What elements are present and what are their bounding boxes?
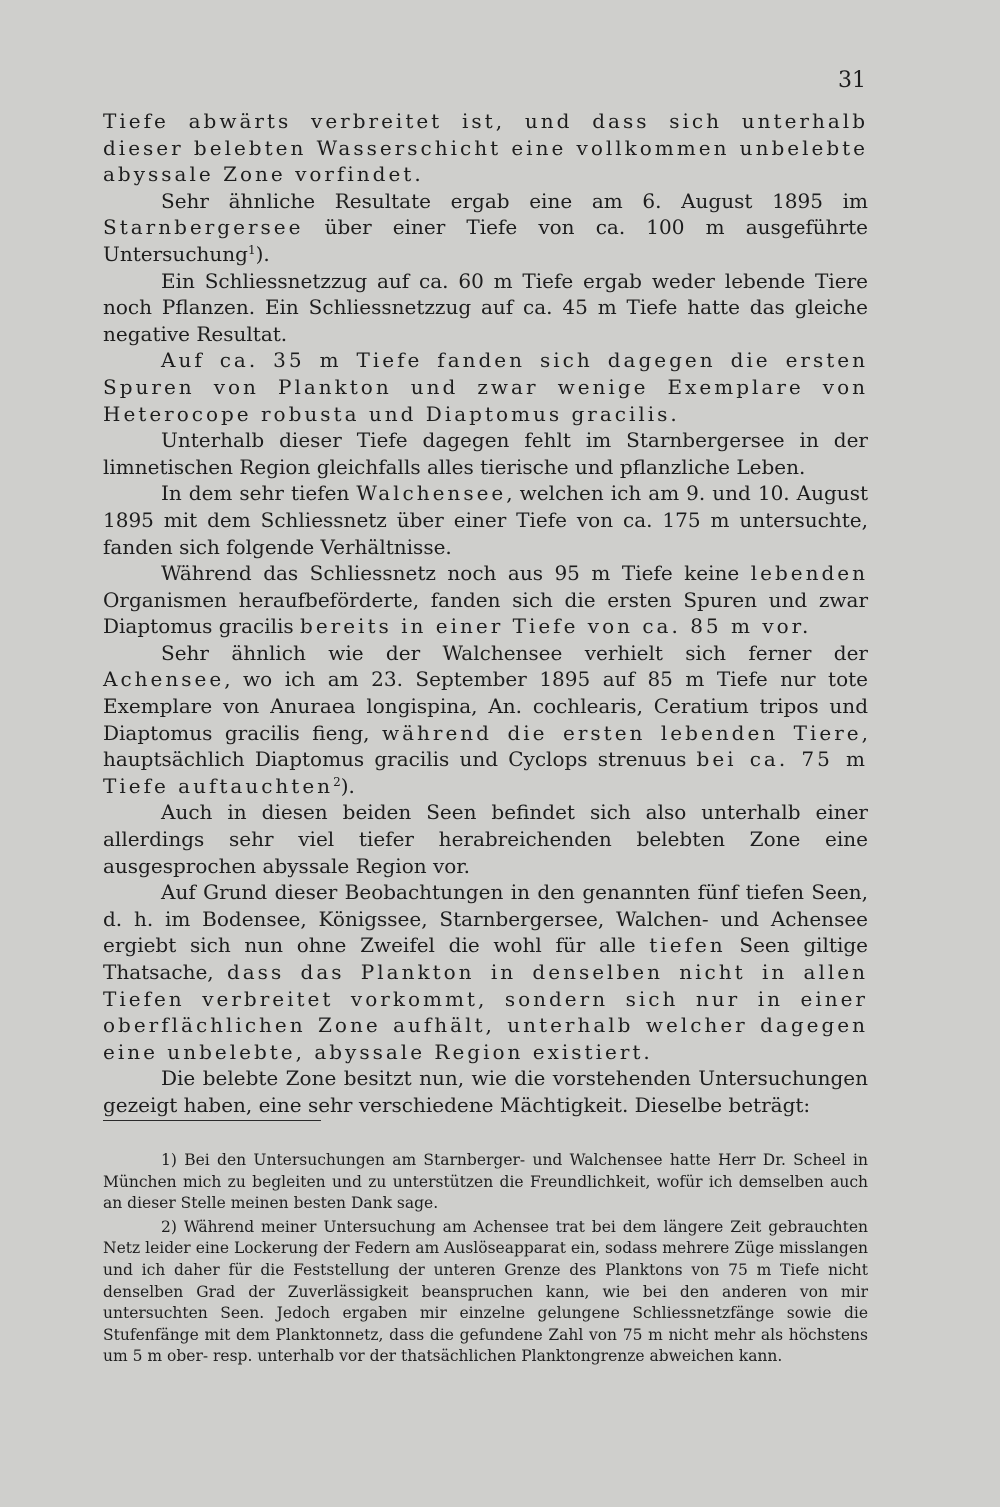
text-run: , wo ich am 23. September 1895 auf 85 m Tiefe nur tote Exemplare von Anuraea longispina, An. cochlearis, Ceratium tripos und Diaptomus gracilis fieng,	[103, 667, 868, 745]
text-run: In dem sehr tiefen	[161, 481, 357, 506]
paragraph	[103, 1065, 868, 1118]
spaced-text: bereits in einer Tiefe von ca. 85 m vor.	[300, 614, 812, 639]
paragraph	[103, 560, 868, 640]
text-run: Die belebte Zone besitzt nun, wie die vorstehenden Untersuchungen gezeigt haben, eine sehr verschiedene Mächtigkeit. Dieselbe beträgt:	[103, 1066, 868, 1117]
spaced-text: während die ersten lebenden Tiere	[381, 720, 862, 745]
text-run: ).	[255, 241, 270, 266]
spaced-text: Starnbergersee	[103, 215, 304, 240]
text-run: Unterhalb dieser Tiefe dagegen fehlt im Starnbergersee in der limnetischen Region gleichfalls alles tierische und pflanzliche Leben.	[103, 428, 868, 479]
spaced-text: Auf ca. 35 m Tiefe fanden sich dagegen die ersten Spuren von Plankton und zwar wenige Exemplare von Heterocope robusta und Diaptomus gracilis.	[103, 348, 868, 426]
text-run: Während das Schliessnetz noch aus 95 m Tiefe keine	[161, 561, 751, 586]
footnote-divider	[103, 1120, 321, 1121]
text-run: Sehr ähnliche Resultate ergab eine am 6. August 1895 im	[161, 188, 868, 213]
text-run: Seen giltige Thatsache,	[103, 933, 868, 984]
text-run: Sehr ähnlich wie der Walchensee verhielt sich ferner der	[161, 640, 868, 665]
paragraph	[103, 480, 868, 560]
main-text	[103, 108, 868, 1119]
text-run: Auf Grund dieser Beobachtungen in den genannten fünf tiefen Seen, d. h. im Bodensee, Königssee, Starnbergersee, Walchen- und Achensee ergiebt sich nun ohne Zweifel die wohl für alle	[103, 880, 868, 958]
spaced-text: Walchensee	[356, 481, 507, 506]
footnote-marker: 1	[247, 242, 256, 257]
footnote: 2) Während meiner Untersuchung am Achensee trat bei dem längere Zeit gebrauchten Netz leider eine Lockerung der Federn am Auslöseapparat ein, sodass mehrere Züge misslangen und ich daher für die Feststellung der unteren Grenze des Planktons von 75 m Tiefe nicht denselben Grad der Zuverlässigkeit beanspruchen kann, wie bei den anderen von mir untersuchten Seen. Jedoch ergaben mir einzelne gelungene Schliessnetzfänge sowie die Stufenfänge mit dem Planktonnetz, dass die gefundene Zahl von 75 m nicht mehr als höchstens um 5 m ober- resp. unterhalb vor der thatsächlichen Planktongrenze abweichen kann.	[103, 1217, 868, 1366]
text-run: Auch in diesen beiden Seen befindet sich also unterhalb einer allerdings sehr viel tiefer herabreichenden belebten Zone eine ausgesprochen abyssale Region vor.	[103, 800, 868, 878]
footnote-marker: 2	[333, 774, 341, 789]
text-run: ).	[340, 773, 355, 798]
spaced-text: Tiefe abwärts verbreitet ist, und dass sich unterhalb dieser belebten Wasserschicht eine vollkommen unbelebte abyssale Zone vorfindet.	[103, 109, 868, 187]
footnote: 1) Bei den Untersuchungen am Starnberger- und Walchensee hatte Herr Dr. Scheel in München mich zu begleiten und zu unterstützen die Freundlichkeit, wofür ich demselben auch an dieser Stelle meinen besten Dank sage.	[103, 1151, 868, 1213]
text-run: Organismen heraufbeförderte, fanden sich die ersten Spuren und zwar Diaptomus gracilis	[103, 587, 868, 639]
paragraph	[103, 268, 868, 348]
text-run: Ein Schliessnetzzug auf ca. 60 m Tiefe ergab weder lebende Tiere noch Pflanzen. Ein Schliessnetzzug auf ca. 45 m Tiefe hatte das gleiche negative Resultat.	[103, 268, 868, 346]
text-run: , welchen ich am 9. und 10. August 1895 mit dem Schliessnetz über einer Tiefe von ca. 175 m untersuchte, fanden sich folgende Verhältnisse.	[103, 481, 868, 559]
paragraph	[103, 188, 868, 268]
paragraph	[103, 640, 868, 800]
text-run: über einer Tiefe von ca. 100 m ausgeführte Untersuchung	[103, 215, 868, 266]
paragraph	[103, 879, 868, 1065]
paragraph	[103, 427, 868, 480]
paragraph	[103, 108, 868, 188]
spaced-text: Achensee	[103, 667, 225, 692]
paragraph	[103, 347, 868, 427]
footnotes	[103, 1150, 868, 1370]
page-number: 31	[838, 68, 866, 93]
text-run: , hauptsächlich Diaptomus gracilis und Cyclops strenuus	[103, 720, 869, 772]
paragraph	[103, 799, 868, 879]
spaced-text: lebenden	[750, 561, 868, 586]
spaced-text: bei ca. 75 m Tiefe auftauchten	[103, 747, 868, 798]
spaced-text: tiefen	[649, 933, 726, 958]
spaced-text: dass das Plankton in denselben nicht in allen Tiefen verbreitet vorkommt, sondern sich nur in einer oberflächlichen Zone aufhält, unterhalb welcher dagegen eine unbelebte, abyssale Region existiert.	[103, 960, 868, 1064]
